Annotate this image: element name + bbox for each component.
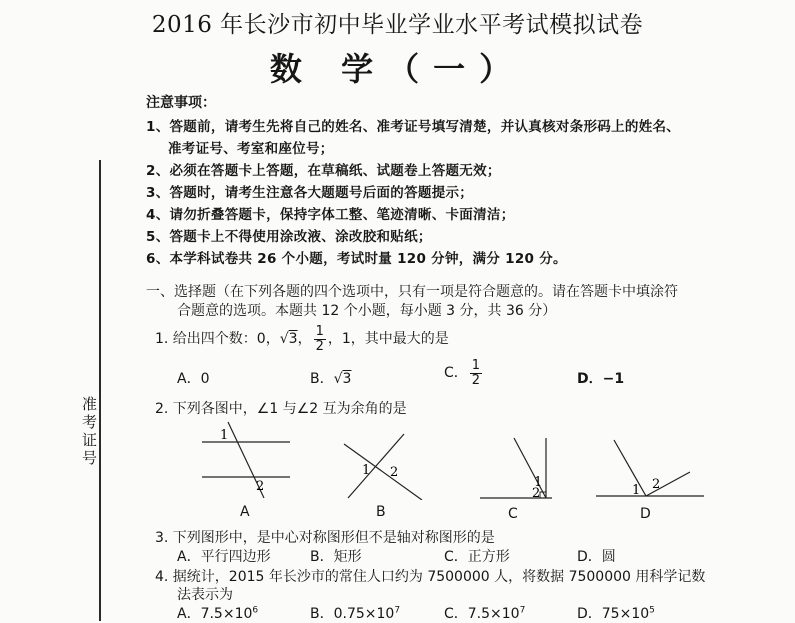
q1-b-radicand: 3: [342, 371, 352, 387]
q1-option-b: [310, 368, 351, 388]
q4-b-base: B．0.75×10: [310, 606, 395, 622]
figure-b-line1: [344, 444, 422, 500]
q1-c-prefix: C．: [444, 365, 468, 381]
q1-suffix: ，1，其中最大的是: [327, 331, 449, 347]
q4-option-b: [310, 603, 400, 623]
q3-option-c: C．正方形: [444, 549, 510, 565]
figure-d-angle2: 2: [652, 477, 661, 492]
q4-d-exp: 5: [649, 605, 655, 616]
q4-option-a: [177, 603, 258, 623]
figure-d-label: D: [640, 506, 651, 522]
question-1: [155, 324, 449, 354]
q4-option-c: [444, 603, 525, 623]
notice-item-2: 2、必须在答题卡上答题，在草稿纸、试题卷上答题无效；: [146, 163, 501, 179]
q4-a-exp: 6: [252, 605, 259, 616]
figure-d-diagram: [594, 436, 706, 502]
question-3: 3. 下列图形中，是中心对称图形但不是轴对称图形的是: [155, 530, 495, 546]
q1-prefix: 1. 给出四个数：0，: [155, 331, 280, 347]
fraction-one-half: [314, 325, 326, 354]
notice-item-1-cont: 准考证号、考室和座位号；: [168, 141, 334, 157]
fraction-one-half-option: [470, 359, 482, 388]
question-4-line1: 4. 据统计，2015 年长沙市的常住人口约为 7500000 人，将数据 7500000 用科学记数: [155, 569, 706, 585]
figure-a-label: A: [240, 504, 250, 520]
notice-item-4: 4、请勿折叠答题卡，保持字体工整、笔迹清晰、卡面清洁；: [146, 207, 515, 223]
notice-item-6: 6、本学科试卷共 26 个小题，考试时量 120 分钟，满分 120 分。: [146, 251, 567, 267]
figure-c-angle1: 1: [534, 475, 543, 490]
sqrt-3: √3: [279, 331, 298, 347]
figure-b-label: B: [376, 504, 386, 520]
exam-number-label: 准考证号: [82, 395, 98, 467]
q1-c-den: 2: [471, 372, 481, 388]
q4-a-base: A．7.5×10: [177, 606, 253, 622]
q3-option-d: D．圆: [577, 549, 616, 565]
question-4-line2: 法表示为: [177, 587, 233, 603]
figure-c-label: C: [508, 506, 518, 522]
q1-radicand: 3: [288, 331, 298, 347]
figure-c-diagram: [476, 434, 556, 502]
figure-c-angle2: 2: [532, 486, 541, 501]
q1-option-c: [444, 358, 484, 388]
question-2: 2. 下列各图中，∠1 与∠2 互为余角的是: [155, 401, 407, 417]
q4-c-exp: 7: [519, 605, 526, 616]
notice-item-3: 3、答题时，请考生注意各大题题号后面的答题提示；: [146, 185, 474, 201]
figure-d-angle1: 1: [632, 483, 641, 498]
figure-a-angle2: 2: [256, 479, 265, 494]
exam-title: 2016 年长沙市初中毕业学业水平考试模拟试卷: [151, 12, 644, 38]
q3-option-b: B．矩形: [310, 549, 362, 565]
q4-b-exp: 7: [394, 605, 401, 616]
q4-option-d: [577, 603, 655, 623]
figure-a-angle1: 1: [220, 428, 229, 443]
q3-option-a: A．平行四边形: [177, 549, 271, 565]
q1-sep: ，: [297, 331, 312, 347]
sqrt-3-option: √3: [333, 371, 352, 387]
figure-b-angle1: 1: [362, 463, 371, 478]
q1-option-d: D．−1: [577, 371, 625, 387]
q1-b-prefix: B．: [310, 371, 334, 387]
section1-instructions-line2: 合题意的选项。本题共 12 个小题，每小题 3 分，共 36 分）: [177, 303, 557, 319]
binding-line: [99, 160, 101, 621]
q1-option-a: A．0: [177, 371, 210, 387]
figure-b-diagram: [330, 430, 430, 500]
notice-heading: 注意事项：: [146, 95, 216, 111]
q1-frac-num: 1: [315, 323, 324, 339]
notice-item-1: 1、答题前，请考生先将自己的姓名、准考证号填写清楚，并认真核对条形码上的姓名、: [146, 119, 681, 135]
notice-item-5: 5、答题卡上不得使用涂改液、涂改胶和贴纸；: [146, 229, 432, 245]
figure-d-ray1: [614, 440, 646, 496]
exam-subtitle: 数 学（一）: [269, 50, 526, 88]
q1-frac-den: 2: [315, 338, 324, 354]
q4-c-base: C．7.5×10: [444, 606, 520, 622]
section1-instructions-line1: 一、选择题（在下列各题的四个选项中，只有一项是符合题意的。请在答题卡中填涂符: [146, 284, 678, 300]
figure-a-diagram: [196, 420, 296, 500]
figure-b-angle2: 2: [390, 465, 399, 480]
q4-d-base: D．75×10: [577, 606, 650, 622]
q1-c-num: 1: [471, 357, 481, 373]
